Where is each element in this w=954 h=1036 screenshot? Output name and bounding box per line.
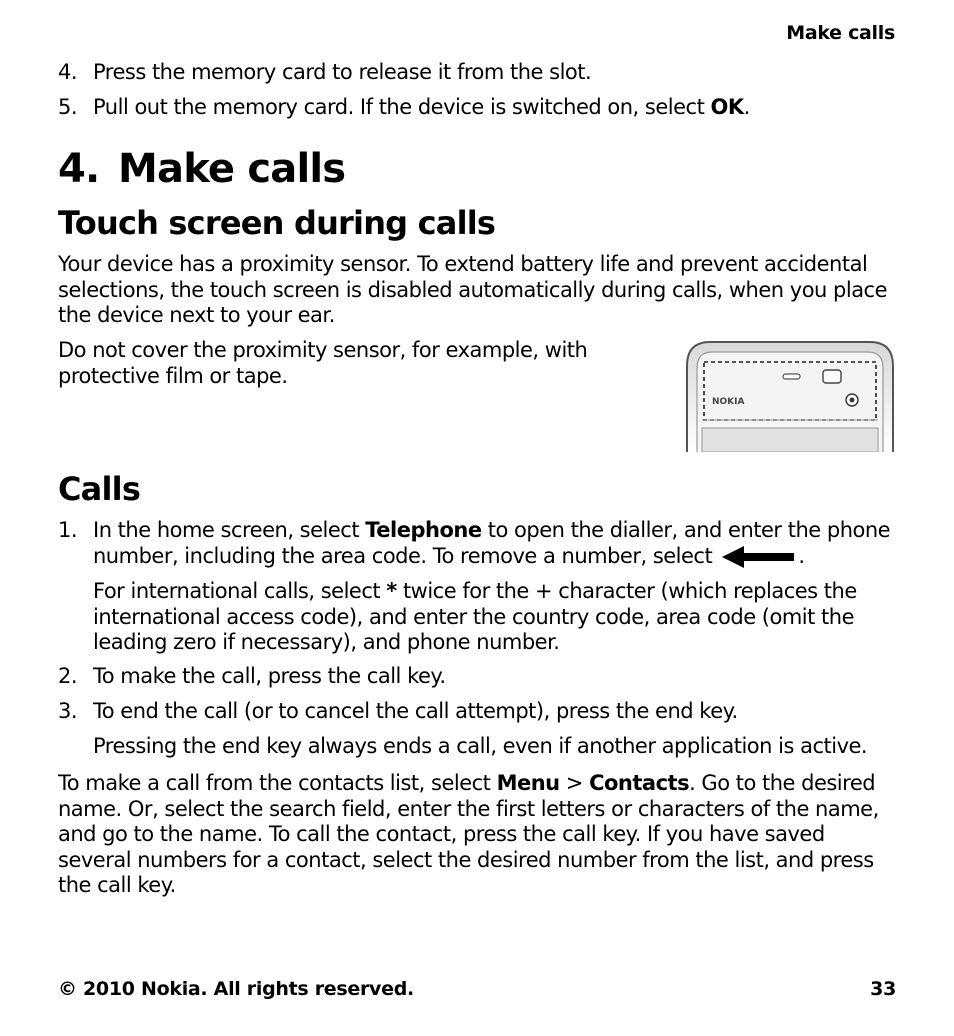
step-number: 5. bbox=[58, 95, 78, 119]
section-title-touch-screen: Touch screen during calls bbox=[58, 204, 496, 242]
chapter-number: 4. bbox=[58, 146, 100, 192]
page-number: 33 bbox=[870, 978, 896, 1000]
proximity-sensor-illustration bbox=[684, 338, 896, 452]
ok-softkey-label: OK bbox=[710, 95, 744, 119]
star-key-label: * bbox=[386, 579, 397, 603]
contacts-label: Contacts bbox=[589, 771, 690, 795]
step-number: 4. bbox=[58, 60, 78, 84]
menu-label: Menu bbox=[496, 771, 560, 795]
step-text: Press the memory card to release it from the slot. bbox=[93, 60, 592, 84]
proximity-warning-paragraph: Do not cover the proximity sensor, for example, with protective film or tape. bbox=[58, 338, 588, 388]
step-text: In the home screen, select Telephone to open the dialler, and enter the phone number, including the area code. To remove a number, select . bbox=[93, 518, 891, 568]
proximity-sensor-paragraph: Your device has a proximity sensor. To extend battery life and prevent accidental selections, the touch screen is disabled automatically during calls, when you place the device next to your ear. bbox=[58, 252, 888, 327]
nokia-logo: NOKIA bbox=[712, 397, 745, 407]
international-calls-note: For international calls, select * twice for the + character (which replaces the international access code), and enter the country code, area code (omit the leading zero if necessary), and phone number. bbox=[93, 579, 857, 654]
step-text: To make the call, press the call key. bbox=[93, 664, 446, 688]
section-title-calls: Calls bbox=[58, 470, 141, 508]
step-number: 3. bbox=[58, 699, 78, 723]
page-footer bbox=[58, 978, 896, 1000]
step-number: 2. bbox=[58, 664, 78, 688]
copyright-notice: © 2010 Nokia. All rights reserved. bbox=[58, 978, 414, 1000]
step-text: To end the call (or to cancel the call attempt), press the end key. bbox=[93, 699, 738, 723]
chapter-title: 4. Make calls bbox=[58, 146, 346, 192]
running-header: Make calls bbox=[786, 22, 895, 44]
step-number: 1. bbox=[58, 518, 78, 542]
backspace-arrow-icon bbox=[720, 544, 796, 570]
end-key-note: Pressing the end key always ends a call, even if another application is active. bbox=[93, 734, 868, 758]
contacts-call-paragraph: To make a call from the contacts list, select Menu > Contacts. Go to the desired name. Or, select the search field, enter the first letters or characters of the name, and go to the name. To call the contact, press the call key. If you have saved several numbers for a contact, select the desired number from the list, and press the call key. bbox=[58, 771, 879, 897]
telephone-label: Telephone bbox=[365, 518, 482, 542]
step-text: Pull out the memory card. If the device is switched on, select OK. bbox=[93, 95, 750, 119]
